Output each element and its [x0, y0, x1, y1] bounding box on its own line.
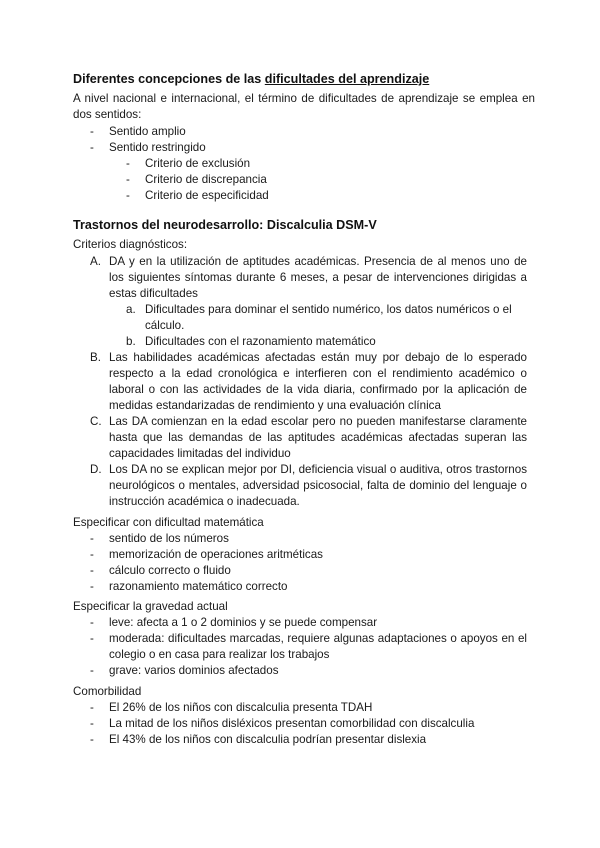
- bullet-dash: -: [90, 532, 94, 545]
- criterion-marker: D.: [90, 463, 102, 476]
- list-item: memorización de operaciones aritméticas: [109, 548, 323, 561]
- list-item: La mitad de los niños disléxicos presentan comorbilidad con discalculia: [109, 717, 475, 730]
- section-2-title: Trastornos del neurodesarrollo: Discalculia DSM-V: [73, 218, 377, 232]
- criterion-a: DA y en la utilización de aptitudes académicas. Presencia de al menos uno de los siguientes síntomas durante 6 meses, a pesar de intervenciones dirigidas a estas dificultades: [109, 255, 527, 300]
- list-item: moderada: dificultades marcadas, requiere algunas adaptaciones o apoyos en el colegio o en casa para realizar los trabajos: [109, 632, 527, 661]
- bullet-dash: -: [126, 157, 130, 170]
- section-1-intro: A nivel nacional e internacional, el término de dificultades de aprendizaje se emplea en dos sentidos:: [73, 92, 535, 121]
- section-3-label: Especificar con dificultad matemática: [73, 516, 264, 529]
- sub-criterion-a: Dificultades para dominar el sentido numérico, los datos numéricos o el cálculo.: [145, 303, 512, 332]
- criterion-d: Los DA no se explican mejor por DI, deficiencia visual o auditiva, otros trastornos neurológicos o mentales, adversidad psicosocial, falta de dominio del lenguaje o instrucción académica o inadecuada.: [109, 463, 527, 508]
- list-item: El 43% de los niños con discalculia podrían presentar dislexia: [109, 733, 427, 746]
- bullet-dash: -: [90, 733, 94, 746]
- title-underlined: dificultades del aprendizaje: [264, 72, 430, 86]
- bullet-dash: -: [90, 701, 94, 714]
- bullet-dash: -: [90, 717, 94, 730]
- list-item: cálculo correcto o fluido: [109, 564, 231, 577]
- criterion-marker: C.: [90, 415, 102, 428]
- section-4-label: Especificar la gravedad actual: [73, 600, 228, 613]
- bullet-dash: -: [90, 580, 94, 593]
- section-5-label: Comorbilidad: [73, 685, 142, 698]
- list-item: El 26% de los niños con discalculia presenta TDAH: [109, 701, 373, 714]
- list-item: Sentido restringido: [109, 141, 206, 154]
- list-item: sentido de los números: [109, 532, 229, 545]
- bullet-dash: -: [90, 616, 94, 629]
- bullet-dash: -: [90, 125, 94, 138]
- section-1-title: Diferentes concepciones de las dificultades del aprendizaje: [73, 72, 430, 86]
- sub-criterion-b: Dificultades con el razonamiento matemático: [145, 335, 376, 348]
- bullet-dash: -: [90, 664, 94, 677]
- criterion-c: Las DA comienzan en la edad escolar pero no pueden manifestarse claramente hasta que las demandas de las aptitudes académicas afectadas superan las capacidades limitadas del individuo: [109, 415, 527, 460]
- sub-criterion-marker: b.: [126, 335, 136, 348]
- bullet-dash: -: [90, 548, 94, 561]
- sub-list-item: Criterio de especificidad: [145, 189, 269, 202]
- sub-criterion-marker: a.: [126, 303, 136, 316]
- bullet-dash: -: [126, 173, 130, 186]
- sub-list-item: Criterio de exclusión: [145, 157, 251, 170]
- bullet-dash: -: [90, 564, 94, 577]
- bullet-dash: -: [126, 189, 130, 202]
- sub-list-item: Criterio de discrepancia: [145, 173, 267, 186]
- list-item: grave: varios dominios afectados: [109, 664, 279, 677]
- criterion-b: Las habilidades académicas afectadas están muy por debajo de lo esperado respecto a la edad cronológica e interfieren con el rendimiento académico o laboral o con las actividades de la vida diaria, confirmado por la aplicación de medidas estandarizadas de rendimiento y una evaluación clínica: [109, 351, 527, 412]
- criteria-label: Criterios diagnósticos:: [73, 238, 188, 251]
- list-item: razonamiento matemático correcto: [109, 580, 288, 593]
- criterion-marker: A.: [90, 255, 101, 268]
- criterion-marker: B.: [90, 351, 101, 364]
- list-item: Sentido amplio: [109, 125, 186, 138]
- bullet-dash: -: [90, 141, 94, 154]
- list-item: leve: afecta a 1 o 2 dominios y se puede compensar: [109, 616, 378, 629]
- bullet-dash: -: [90, 632, 94, 645]
